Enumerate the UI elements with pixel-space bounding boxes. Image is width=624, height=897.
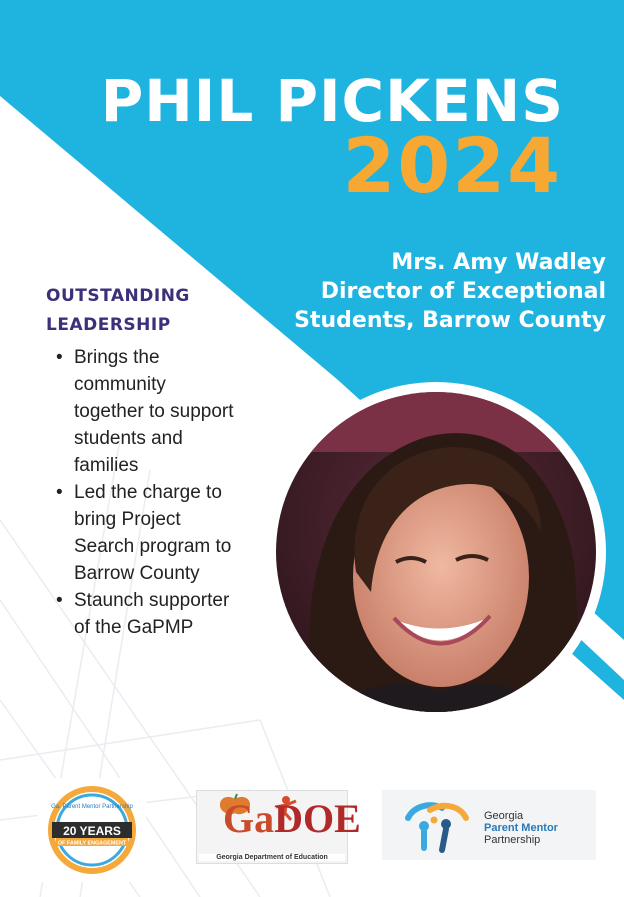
badge-main-text: 20 YEARS xyxy=(63,824,121,838)
section-heading xyxy=(46,282,190,340)
gapmp-wordmark xyxy=(484,810,558,846)
list-item xyxy=(52,479,237,587)
list-item xyxy=(52,344,237,479)
family-figures-icon xyxy=(400,796,472,854)
gadoe-logo xyxy=(196,790,361,864)
honoree-block xyxy=(246,248,606,335)
gadoe-mark-doe: DOE xyxy=(274,796,361,841)
honoree-title-line2: Students, Barrow County xyxy=(294,308,606,333)
list-item-text: Brings the community together to support students and families xyxy=(74,347,234,476)
gapmp-logo xyxy=(382,790,596,860)
gapmp-line1: Georgia xyxy=(484,810,524,822)
twenty-years-badge-logo xyxy=(38,778,146,882)
section-heading-line2: LEADERSHIP xyxy=(46,315,171,335)
gadoe-mark xyxy=(223,796,361,841)
gadoe-mark-ga: Ga xyxy=(223,796,275,841)
section-heading-line1: OUTSTANDING xyxy=(46,286,190,306)
honor-title: PHIL PICKENS xyxy=(100,67,564,135)
list-item xyxy=(52,587,237,641)
achievement-list xyxy=(52,344,237,641)
bullet-icon: • xyxy=(56,482,63,503)
honoree-photo xyxy=(276,392,596,712)
award-year: 2024 xyxy=(342,121,562,210)
gapmp-line2: Parent Mentor xyxy=(484,822,558,834)
bullet-icon: • xyxy=(56,590,63,611)
gapmp-line3: Partnership xyxy=(484,834,541,846)
honoree-title-line1: Director of Exceptional xyxy=(320,279,606,304)
badge-sub-text: OF FAMILY ENGAGEMENT xyxy=(57,840,127,847)
bullet-icon: • xyxy=(56,347,63,368)
list-item-text: Led the charge to bring Project Search program to Barrow County xyxy=(74,482,232,584)
gadoe-caption: Georgia Department of Education xyxy=(199,854,345,861)
list-item-text: Staunch supporter of the GaPMP xyxy=(74,590,230,638)
badge-top-text: Ga. Parent Mentor Partnership xyxy=(51,804,133,810)
honoree-name: Mrs. Amy Wadley xyxy=(391,250,606,275)
